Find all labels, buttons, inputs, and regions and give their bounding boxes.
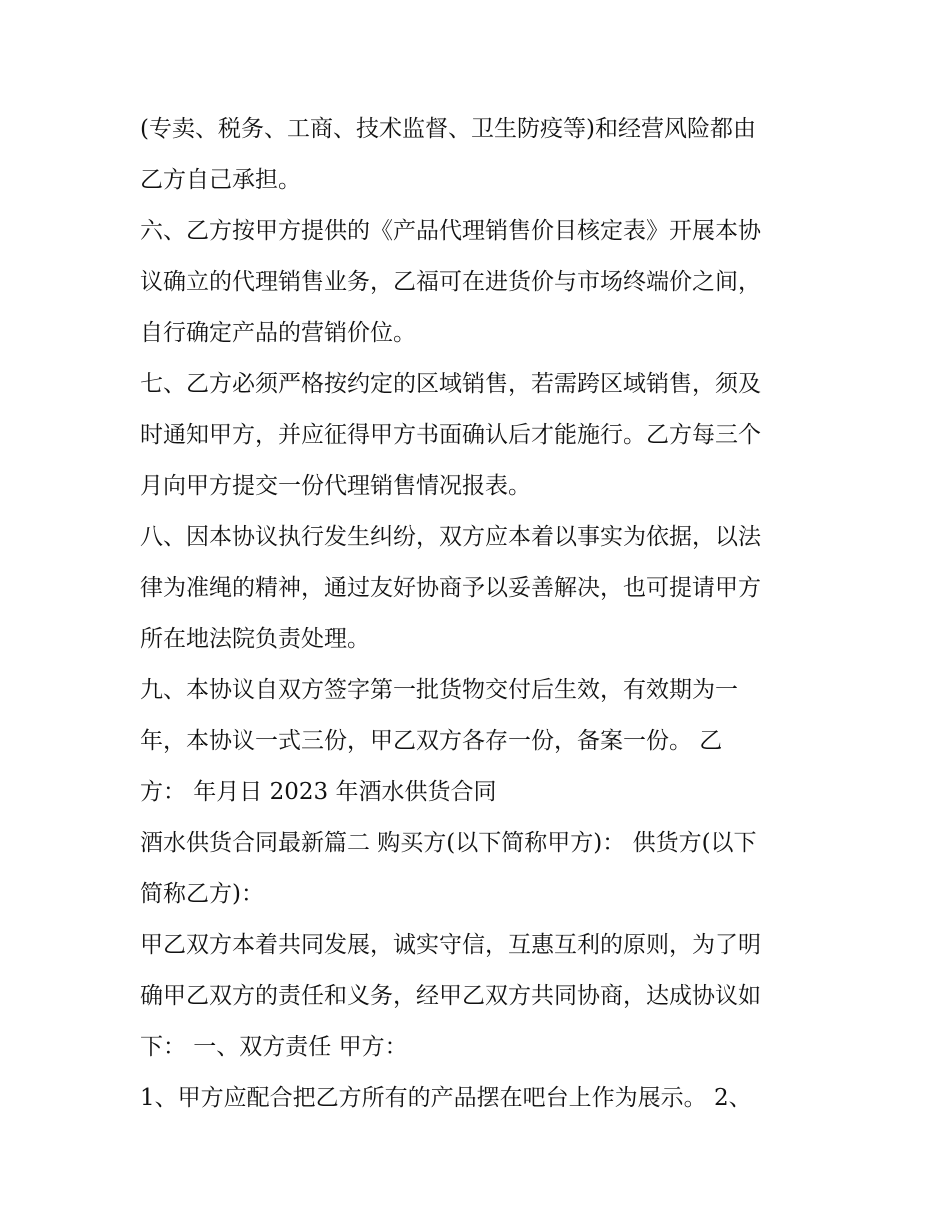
text-line: 九、本协议自双方签字第一批货物交付后生效，有效期为一 bbox=[140, 677, 738, 703]
text-line: 八、因本协议执行发生纠纷，双方应本着以事实为依据，以法 bbox=[140, 524, 761, 550]
text-line: 乙方自己承担。 bbox=[140, 167, 301, 193]
text-line: 律为准绳的精神，通过友好协商予以妥善解决，也可提请甲方 bbox=[140, 575, 761, 601]
text-line: 六、乙方按甲方提供的《产品代理销售价目核定表》开展本协 bbox=[140, 218, 761, 244]
text-line: 确甲乙双方的责任和义务，经甲乙双方共同协商，达成协议如 bbox=[140, 983, 761, 1009]
text-line: (专卖、税务、工商、技术监督、卫生防疫等)和经营风险都由 bbox=[140, 116, 756, 142]
text-line: 议确立的代理销售业务，乙福可在进货价与市场终端价之间， bbox=[140, 269, 761, 295]
document-body bbox=[140, 104, 820, 1124]
text-line: 年，本协议一式三份，甲乙双方各存一份，备案一份。 乙 bbox=[140, 728, 723, 754]
text-line: 时通知甲方，并应征得甲方书面确认后才能施行。乙方每三个 bbox=[140, 422, 761, 448]
text-line: 简称乙方)： bbox=[140, 881, 264, 907]
text-line: 月向甲方提交一份代理销售情况报表。 bbox=[140, 473, 531, 499]
text-line: 七、乙方必须严格按约定的区域销售，若需跨区域销售，须及 bbox=[140, 371, 761, 397]
text-line: 酒水供货合同最新篇二 购买方(以下简称甲方)： 供货方(以下 bbox=[140, 830, 757, 856]
text-line: 所在地法院负责处理。 bbox=[140, 626, 370, 652]
text-line: 1、甲方应配合把乙方所有的产品摆在吧台上作为展示。 2、 bbox=[140, 1085, 752, 1111]
text-line: 方： 年月日 2023 年酒水供货合同 bbox=[140, 779, 497, 805]
text-line: 自行确定产品的营销价位。 bbox=[140, 320, 416, 346]
text-line: 甲乙双方本着共同发展，诚实守信，互惠互利的原则，为了明 bbox=[140, 932, 761, 958]
text-line: 下： 一、双方责任 甲方： bbox=[140, 1034, 408, 1060]
